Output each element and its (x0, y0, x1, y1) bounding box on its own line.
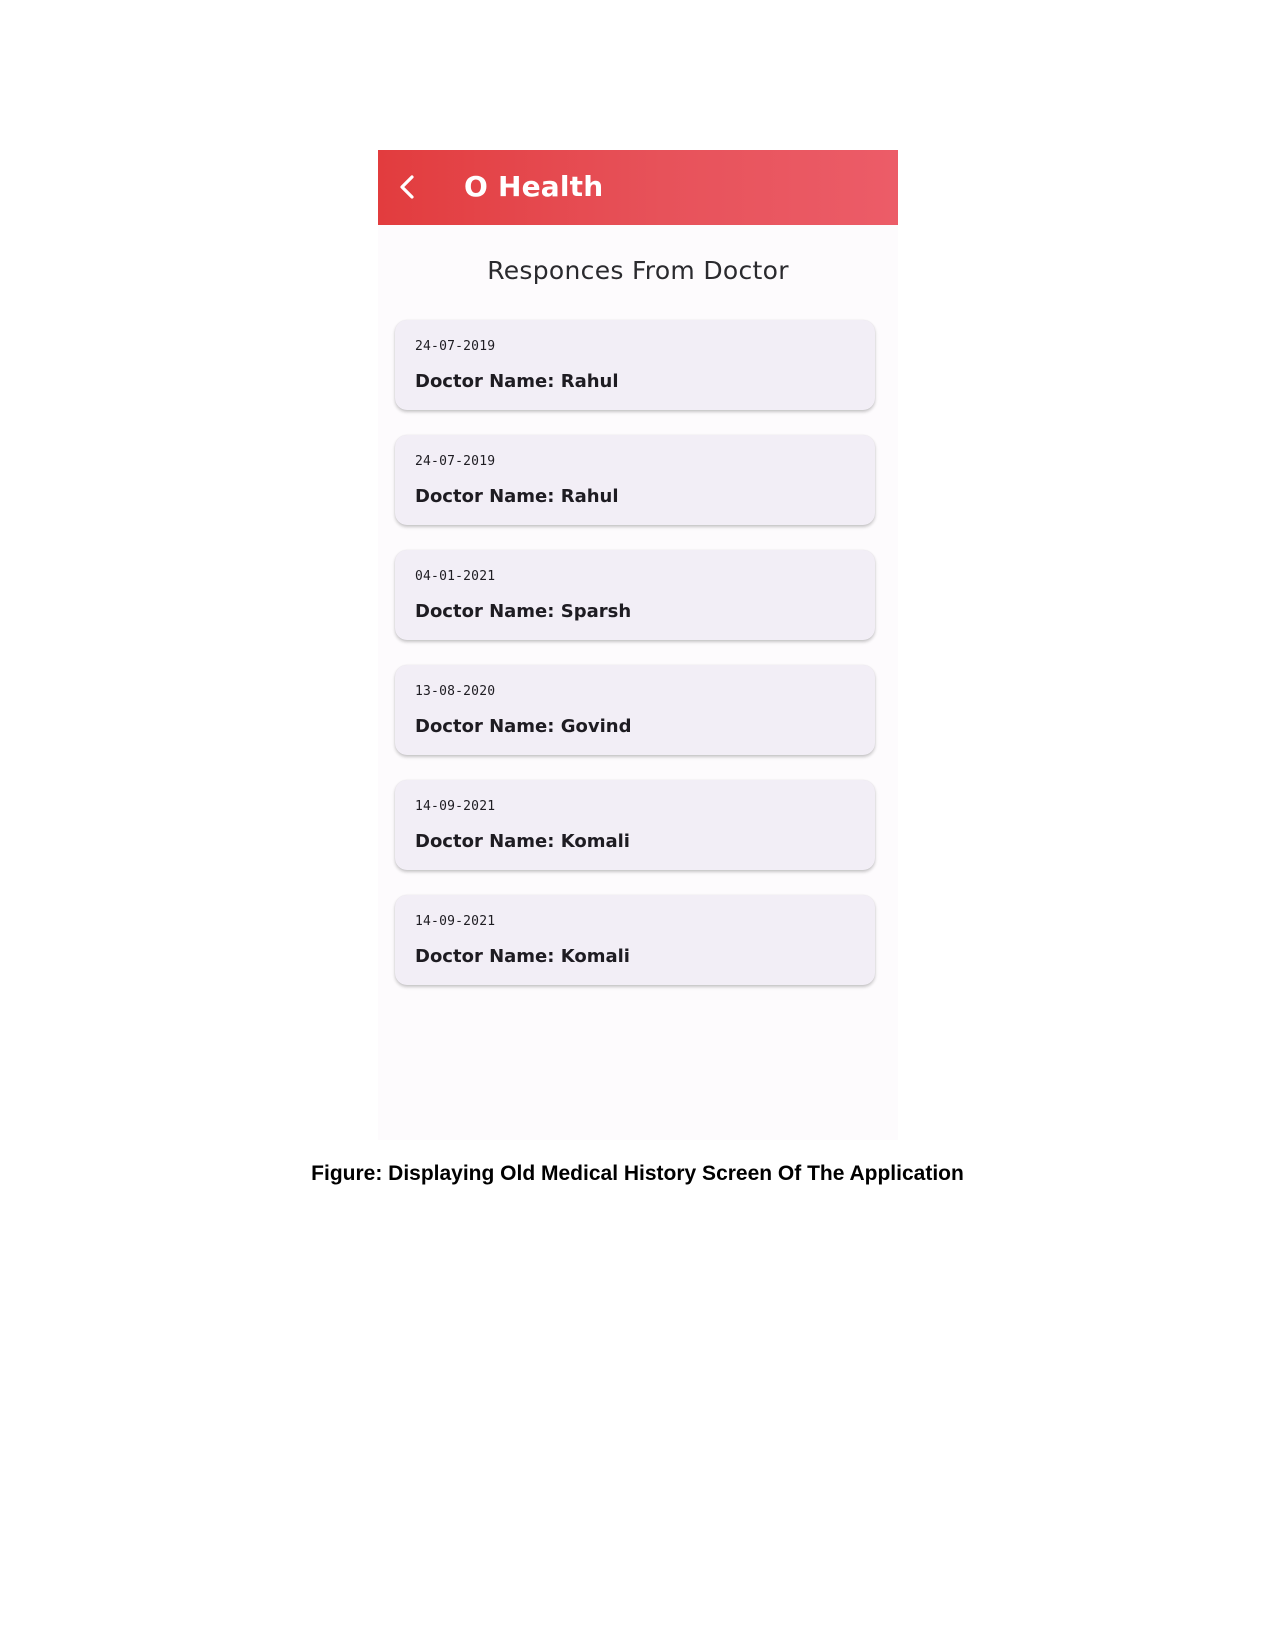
app-title: O Health (464, 170, 604, 203)
response-date: 14-09-2021 (415, 914, 496, 929)
response-date: 14-09-2021 (415, 799, 496, 814)
page-heading: Responces From Doctor (487, 256, 789, 285)
phone-screen (378, 150, 898, 1140)
back-button[interactable] (388, 167, 428, 207)
chevron-left-icon (388, 167, 428, 207)
response-doctor-name: Doctor Name: Komali (415, 831, 630, 852)
app-bar (378, 150, 898, 225)
response-doctor-name: Doctor Name: Komali (415, 946, 630, 967)
response-card[interactable] (395, 320, 875, 410)
response-card[interactable] (395, 895, 875, 985)
response-date: 04-01-2021 (415, 569, 496, 584)
response-date: 24-07-2019 (415, 339, 496, 354)
response-doctor-name: Doctor Name: Govind (415, 716, 632, 737)
response-card[interactable] (395, 665, 875, 755)
responses-list (395, 320, 875, 1010)
response-card[interactable] (395, 780, 875, 870)
response-card[interactable] (395, 435, 875, 525)
response-doctor-name: Doctor Name: Rahul (415, 371, 619, 392)
response-date: 24-07-2019 (415, 454, 496, 469)
figure-caption: Figure: Displaying Old Medical History Screen Of The Application (311, 1162, 964, 1185)
response-doctor-name: Doctor Name: Rahul (415, 486, 619, 507)
response-date: 13-08-2020 (415, 684, 496, 699)
response-card[interactable] (395, 550, 875, 640)
response-doctor-name: Doctor Name: Sparsh (415, 601, 632, 622)
